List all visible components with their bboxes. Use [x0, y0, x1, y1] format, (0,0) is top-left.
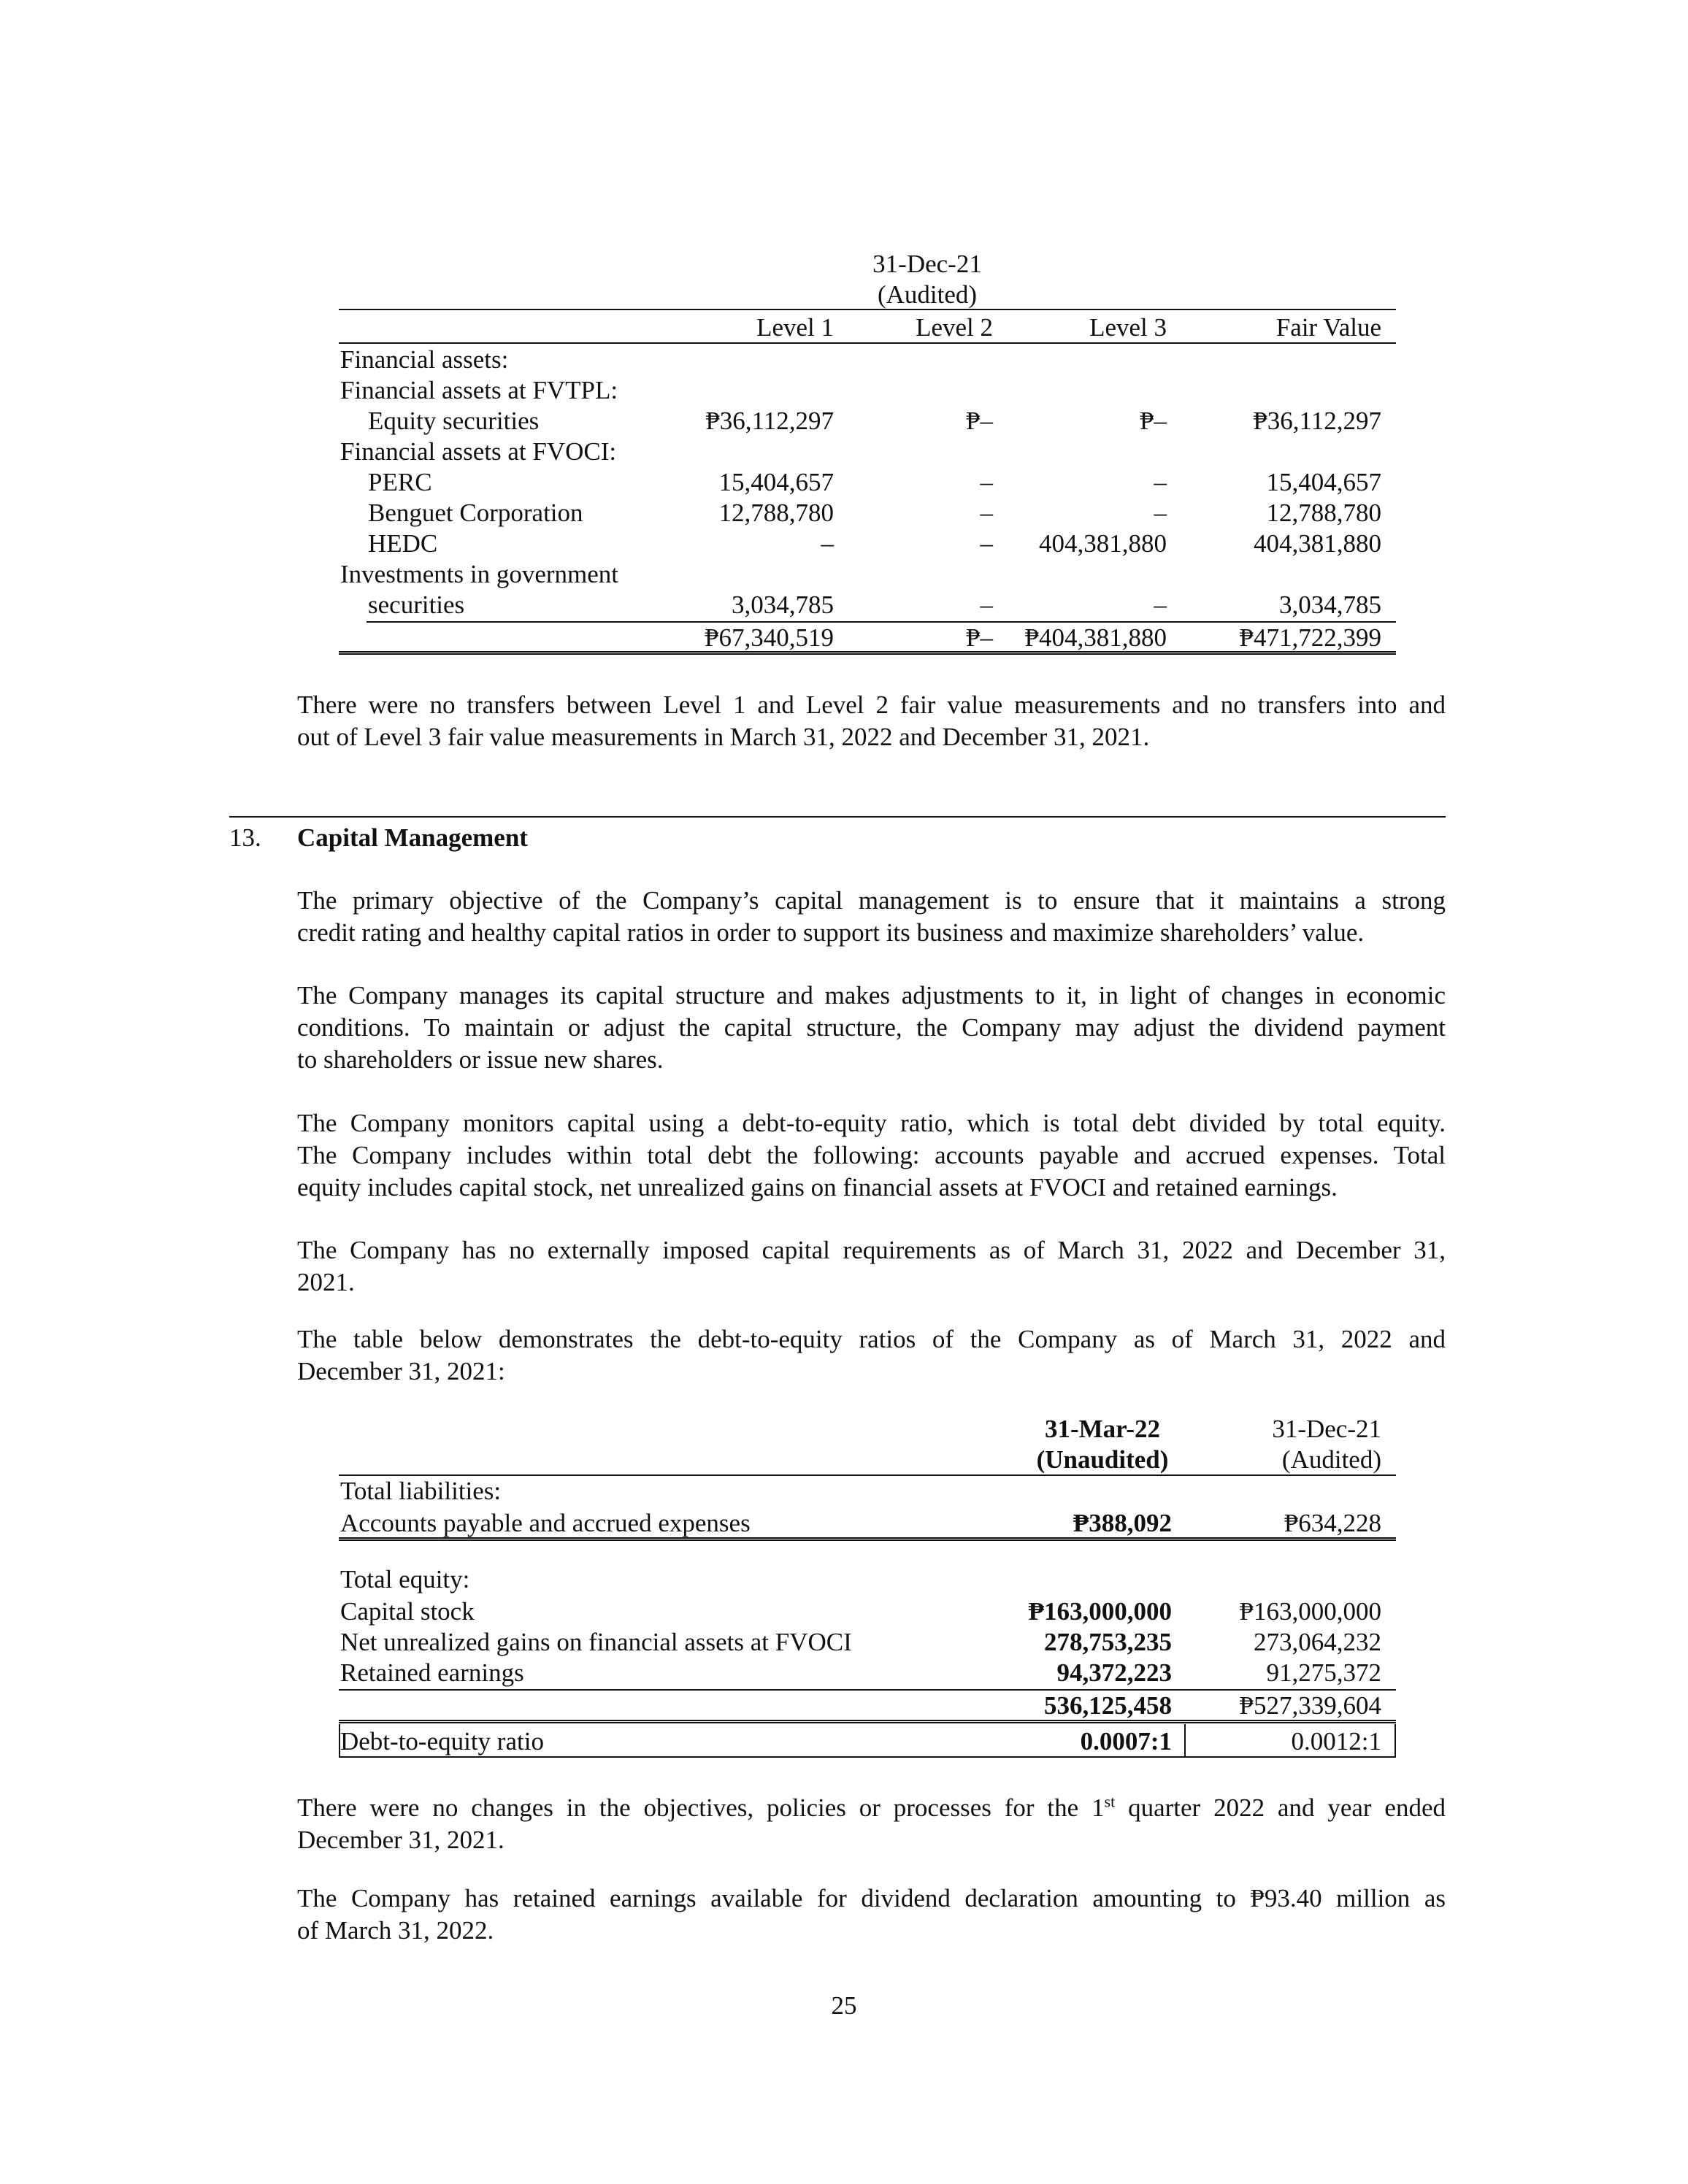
de-col2-date: 31-Dec-21	[1272, 1415, 1381, 1443]
fv-row-value: –	[1154, 499, 1167, 527]
fv-col-level-1: Level 1	[756, 313, 834, 342]
fv-row-value: –	[980, 499, 993, 527]
fv-row-label: Benguet Corporation	[368, 499, 583, 527]
capital-management-paragraph	[297, 1323, 1446, 1388]
fv-row-value: –	[1154, 468, 1167, 496]
de-liabilities-header: Total liabilities:	[340, 1477, 502, 1505]
de-equity-v2: 91,275,372	[1266, 1658, 1381, 1687]
de-equity-label: Net unrealized gains on financial assets at FVOCI	[340, 1628, 852, 1656]
de-col2-status: (Audited)	[1281, 1445, 1381, 1474]
paragraph-line: The Company has retained earnings available for dividend declaration amounting to ₱93.40 million as	[297, 1884, 1446, 1912]
capital-management-paragraph	[297, 885, 1446, 949]
fv-row-value: 3,034,785	[732, 591, 834, 619]
paragraph-line: The Company includes within total debt the following: accounts payable and accrued expenses. Total	[297, 1141, 1446, 1169]
fv-row-label: PERC	[368, 468, 432, 496]
fv-row-value: 12,788,780	[1266, 499, 1381, 527]
paragraph-line: The Company manages its capital structure and makes adjustments to it, in light of changes in economic	[297, 981, 1446, 1010]
fv-row-value: ₱36,112,297	[1253, 407, 1381, 435]
page-number: 25	[831, 1991, 857, 2020]
de-liabilities-v1: ₱388,092	[1073, 1509, 1172, 1537]
fv-row-value: 12,788,780	[718, 499, 834, 527]
paragraph-line: credit rating and healthy capital ratios in order to support its business and maximize shareholders’ value.	[297, 918, 1365, 947]
paragraph-line: to shareholders or issue new shares.	[297, 1045, 664, 1074]
de-ratio-box-mid	[1184, 1724, 1186, 1756]
paragraph-line: 2021.	[297, 1268, 355, 1296]
fv-col-level-2: Level 2	[916, 313, 993, 342]
de-equity-v1: ₱163,000,000	[1028, 1597, 1172, 1626]
de-equity-header: Total equity:	[340, 1565, 470, 1593]
paragraph-line: There were no transfers between Level 1 and Level 2 fair value measurements and no transfers into and	[297, 691, 1446, 719]
fv-row-value: –	[980, 468, 993, 496]
fv-total-rule-double	[339, 651, 1396, 655]
dividend-note-paragraph	[297, 1883, 1446, 1947]
fv-row-label: securities	[368, 591, 465, 619]
fv-row-value: –	[1154, 591, 1167, 619]
paragraph-line: The primary objective of the Company’s capital management is to ensure that it maintains a strong	[297, 886, 1446, 915]
de-ratio-box-right	[1394, 1724, 1396, 1756]
fv-table-date: 31-Dec-21	[872, 250, 982, 278]
fv-row-value: –	[980, 529, 993, 558]
de-equity-v2: ₱163,000,000	[1239, 1597, 1381, 1626]
de-liabilities-label: Accounts payable and accrued expenses	[340, 1509, 751, 1537]
fv-header-rule-top	[339, 309, 1396, 310]
paragraph-line: conditions. To maintain or adjust the capital structure, the Company may adjust the dividend payment	[297, 1013, 1446, 1042]
de-ratio-box-left	[339, 1724, 340, 1756]
de-ratio-label: Debt-to-equity ratio	[340, 1727, 544, 1756]
fv-total-level-3: ₱404,381,880	[1024, 623, 1167, 652]
transfer-note-paragraph	[297, 689, 1446, 753]
capital-management-paragraph	[297, 1107, 1446, 1204]
fv-row-value: 404,381,880	[1254, 529, 1381, 558]
changes-note-before: There were no changes in the objectives, policies or processes for the 1	[297, 1793, 1105, 1822]
de-equity-total-v2: ₱527,339,604	[1239, 1691, 1381, 1720]
fv-row-label: Financial assets:	[340, 345, 509, 374]
de-ratio-v1: 0.0007:1	[1080, 1727, 1172, 1756]
fv-row-value: 15,404,657	[1266, 468, 1381, 496]
fv-row-label: Equity securities	[368, 407, 540, 435]
fv-row-value: 15,404,657	[718, 468, 834, 496]
fv-row-value: –	[821, 529, 834, 558]
fv-row-label: Investments in government	[340, 560, 619, 588]
de-equity-label: Capital stock	[340, 1597, 475, 1626]
de-equity-total-v1: 536,125,458	[1044, 1691, 1172, 1720]
capital-management-paragraph	[297, 1234, 1446, 1299]
de-equity-v1: 94,372,223	[1056, 1658, 1172, 1687]
section-divider	[229, 816, 1446, 818]
changes-note-sup: st	[1104, 1792, 1116, 1811]
fv-row-value: 3,034,785	[1279, 591, 1381, 619]
de-equity-v1: 278,753,235	[1044, 1628, 1172, 1656]
paragraph-line: out of Level 3 fair value measurements in March 31, 2022 and December 31, 2021.	[297, 723, 1150, 751]
de-col1-status: (Unaudited)	[1036, 1445, 1169, 1474]
de-liabilities-rule-double	[339, 1537, 1396, 1541]
fv-total-fair-value: ₱471,722,399	[1239, 623, 1381, 652]
fv-row-value: ₱–	[966, 407, 993, 435]
fv-row-value: 404,381,880	[1039, 529, 1167, 558]
fv-table-status: (Audited)	[877, 280, 978, 309]
fv-row-value: ₱–	[1140, 407, 1167, 435]
paragraph-line: December 31, 2021.	[297, 1826, 505, 1854]
de-equity-v2: 273,064,232	[1254, 1628, 1381, 1656]
changes-note-paragraph	[297, 1792, 1446, 1856]
fv-row-label: HEDC	[368, 529, 438, 558]
de-equity-rule-double	[339, 1720, 1396, 1723]
section-number: 13.	[229, 823, 261, 852]
fv-row-value: ₱36,112,297	[705, 407, 834, 435]
fv-row-label: Financial assets at FVTPL:	[340, 376, 618, 404]
paragraph-line: of March 31, 2022.	[297, 1916, 494, 1945]
paragraph-line: December 31, 2021:	[297, 1357, 505, 1385]
de-liabilities-v2: ₱634,228	[1284, 1509, 1381, 1537]
de-ratio-rule	[339, 1756, 1396, 1758]
paragraph-line: equity includes capital stock, net unrealized gains on financial assets at FVOCI and retained earnings.	[297, 1173, 1338, 1201]
de-equity-label: Retained earnings	[340, 1658, 524, 1687]
fv-total-level-1: ₱67,340,519	[705, 623, 834, 652]
fv-row-label: Financial assets at FVOCI:	[340, 437, 617, 466]
de-col1-date: 31-Mar-22	[1044, 1415, 1161, 1443]
paragraph-line: The Company monitors capital using a debt-to-equity ratio, which is total debt divided by total equity.	[297, 1109, 1446, 1137]
paragraph-line: The Company has no externally imposed capital requirements as of March 31, 2022 and December 31,	[297, 1236, 1446, 1264]
fv-col-level-3: Level 3	[1089, 313, 1167, 342]
fv-row-value: –	[980, 591, 993, 619]
de-ratio-v2: 0.0012:1	[1291, 1727, 1381, 1756]
fv-total-level-2: ₱–	[966, 623, 993, 652]
section-title: Capital Management	[297, 823, 528, 852]
paragraph-line: The table below demonstrates the debt-to-equity ratios of the Company as of March 31, 2022 and	[297, 1325, 1446, 1353]
capital-management-paragraph	[297, 980, 1446, 1076]
fv-col-fair-value: Fair Value	[1275, 313, 1381, 342]
changes-note-after: quarter 2022 and year ended	[1115, 1793, 1446, 1822]
